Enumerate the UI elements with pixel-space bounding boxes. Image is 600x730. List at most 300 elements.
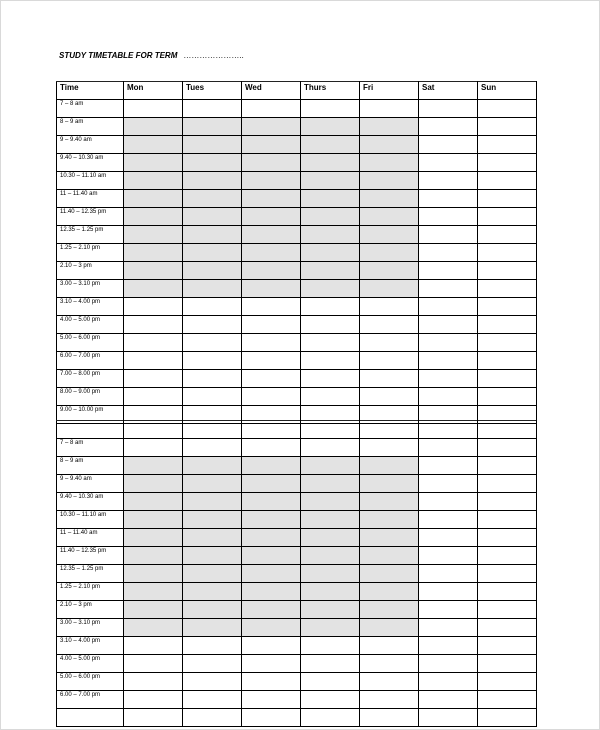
table-row bbox=[57, 172, 537, 190]
class-slot-cell[interactable] bbox=[360, 565, 419, 583]
time-slot-label: 9.40 – 10.30 am bbox=[57, 493, 124, 511]
class-slot-cell[interactable] bbox=[183, 547, 242, 565]
class-slot-cell[interactable] bbox=[360, 136, 419, 154]
study-slot-cell[interactable] bbox=[124, 691, 183, 709]
study-slot-cell[interactable] bbox=[183, 709, 242, 727]
class-slot-cell[interactable] bbox=[183, 262, 242, 280]
table-row bbox=[57, 709, 537, 727]
header-wed: Wed bbox=[242, 82, 301, 100]
table-row bbox=[57, 529, 537, 547]
table-row bbox=[57, 298, 537, 316]
study-slot-cell[interactable] bbox=[478, 439, 537, 457]
class-slot-cell[interactable] bbox=[360, 511, 419, 529]
study-slot-cell[interactable] bbox=[478, 136, 537, 154]
table-row bbox=[57, 154, 537, 172]
class-slot-cell[interactable] bbox=[360, 619, 419, 637]
study-slot-cell[interactable] bbox=[301, 370, 360, 388]
study-slot-cell[interactable] bbox=[183, 439, 242, 457]
table-row bbox=[57, 511, 537, 529]
class-slot-cell[interactable] bbox=[301, 172, 360, 190]
table-row bbox=[57, 118, 537, 136]
class-slot-cell[interactable] bbox=[301, 601, 360, 619]
class-slot-cell[interactable] bbox=[124, 190, 183, 208]
class-slot-cell[interactable] bbox=[301, 280, 360, 298]
class-slot-cell[interactable] bbox=[301, 244, 360, 262]
time-slot-label: 8 – 9 am bbox=[57, 118, 124, 136]
study-slot-cell[interactable] bbox=[301, 439, 360, 457]
study-slot-cell[interactable] bbox=[301, 709, 360, 727]
class-slot-cell[interactable] bbox=[183, 118, 242, 136]
study-slot-cell[interactable] bbox=[124, 421, 183, 439]
class-slot-cell[interactable] bbox=[124, 280, 183, 298]
class-slot-cell[interactable] bbox=[360, 154, 419, 172]
study-slot-cell[interactable] bbox=[419, 352, 478, 370]
study-slot-cell[interactable] bbox=[419, 493, 478, 511]
table-row bbox=[57, 457, 537, 475]
time-slot-label: 3.10 – 4.00 pm bbox=[57, 637, 124, 655]
class-slot-cell[interactable] bbox=[360, 547, 419, 565]
study-slot-cell[interactable] bbox=[301, 298, 360, 316]
class-slot-cell[interactable] bbox=[124, 262, 183, 280]
study-slot-cell[interactable] bbox=[301, 388, 360, 406]
time-slot-label: 9 – 9.40 am bbox=[57, 136, 124, 154]
class-slot-cell[interactable] bbox=[301, 457, 360, 475]
study-slot-cell[interactable] bbox=[478, 691, 537, 709]
class-slot-cell[interactable] bbox=[183, 280, 242, 298]
class-slot-cell[interactable] bbox=[301, 226, 360, 244]
study-slot-cell[interactable] bbox=[419, 619, 478, 637]
study-slot-cell[interactable] bbox=[419, 208, 478, 226]
study-slot-cell[interactable] bbox=[124, 298, 183, 316]
study-slot-cell[interactable] bbox=[478, 475, 537, 493]
study-slot-cell[interactable] bbox=[124, 709, 183, 727]
study-slot-cell[interactable] bbox=[419, 280, 478, 298]
study-slot-cell[interactable] bbox=[419, 298, 478, 316]
study-slot-cell[interactable] bbox=[478, 637, 537, 655]
time-slot-label: 5.00 – 6.00 pm bbox=[57, 673, 124, 691]
time-slot-label: 1.25 – 2.10 pm bbox=[57, 244, 124, 262]
class-slot-cell[interactable] bbox=[242, 118, 301, 136]
class-slot-cell[interactable] bbox=[242, 172, 301, 190]
study-slot-cell[interactable] bbox=[124, 100, 183, 118]
class-slot-cell[interactable] bbox=[242, 244, 301, 262]
study-slot-cell[interactable] bbox=[419, 529, 478, 547]
study-slot-cell[interactable] bbox=[360, 352, 419, 370]
class-slot-cell[interactable] bbox=[183, 154, 242, 172]
study-slot-cell[interactable] bbox=[183, 316, 242, 334]
class-slot-cell[interactable] bbox=[124, 565, 183, 583]
class-slot-cell[interactable] bbox=[242, 601, 301, 619]
time-slot-label: 12.35 – 1.25 pm bbox=[57, 226, 124, 244]
study-slot-cell[interactable] bbox=[242, 655, 301, 673]
time-slot-label: 3.00 – 3.10 pm bbox=[57, 280, 124, 298]
time-slot-label: 2.10 – 3 pm bbox=[57, 262, 124, 280]
class-slot-cell[interactable] bbox=[124, 457, 183, 475]
table-row bbox=[57, 655, 537, 673]
study-slot-cell[interactable] bbox=[183, 100, 242, 118]
study-slot-cell[interactable] bbox=[301, 673, 360, 691]
study-slot-cell[interactable] bbox=[183, 637, 242, 655]
study-slot-cell[interactable] bbox=[419, 262, 478, 280]
class-slot-cell[interactable] bbox=[301, 262, 360, 280]
study-slot-cell[interactable] bbox=[478, 457, 537, 475]
class-slot-cell[interactable] bbox=[124, 154, 183, 172]
study-slot-cell[interactable] bbox=[478, 118, 537, 136]
class-slot-cell[interactable] bbox=[183, 457, 242, 475]
time-slot-label: 11 – 11.40 am bbox=[57, 190, 124, 208]
class-slot-cell[interactable] bbox=[301, 154, 360, 172]
study-slot-cell[interactable] bbox=[478, 316, 537, 334]
study-slot-cell[interactable] bbox=[360, 655, 419, 673]
study-slot-cell[interactable] bbox=[419, 655, 478, 673]
class-slot-cell[interactable] bbox=[124, 118, 183, 136]
study-slot-cell[interactable] bbox=[419, 316, 478, 334]
study-slot-cell[interactable] bbox=[478, 100, 537, 118]
study-slot-cell[interactable] bbox=[478, 352, 537, 370]
class-slot-cell[interactable] bbox=[183, 208, 242, 226]
class-slot-cell[interactable] bbox=[242, 280, 301, 298]
study-slot-cell[interactable] bbox=[478, 709, 537, 727]
class-slot-cell[interactable] bbox=[242, 583, 301, 601]
class-slot-cell[interactable] bbox=[124, 226, 183, 244]
class-slot-cell[interactable] bbox=[242, 511, 301, 529]
study-slot-cell[interactable] bbox=[478, 421, 537, 439]
class-slot-cell[interactable] bbox=[301, 475, 360, 493]
study-slot-cell[interactable] bbox=[301, 421, 360, 439]
time-slot-label: 11.40 – 12.35 pm bbox=[57, 547, 124, 565]
class-slot-cell[interactable] bbox=[242, 457, 301, 475]
class-slot-cell[interactable] bbox=[242, 208, 301, 226]
study-slot-cell[interactable] bbox=[183, 388, 242, 406]
class-slot-cell[interactable] bbox=[360, 475, 419, 493]
study-slot-cell[interactable] bbox=[183, 334, 242, 352]
study-slot-cell[interactable] bbox=[419, 673, 478, 691]
study-slot-cell[interactable] bbox=[183, 352, 242, 370]
class-slot-cell[interactable] bbox=[301, 208, 360, 226]
class-slot-cell[interactable] bbox=[242, 226, 301, 244]
study-slot-cell[interactable] bbox=[419, 334, 478, 352]
study-slot-cell[interactable] bbox=[419, 226, 478, 244]
study-slot-cell[interactable] bbox=[478, 529, 537, 547]
study-slot-cell[interactable] bbox=[360, 673, 419, 691]
class-slot-cell[interactable] bbox=[242, 262, 301, 280]
study-slot-cell[interactable] bbox=[183, 691, 242, 709]
time-slot-label: 10.30 – 11.10 am bbox=[57, 511, 124, 529]
study-slot-cell[interactable] bbox=[124, 439, 183, 457]
class-slot-cell[interactable] bbox=[124, 601, 183, 619]
study-slot-cell[interactable] bbox=[419, 475, 478, 493]
time-slot-label: 10.30 – 11.10 am bbox=[57, 172, 124, 190]
time-slot-label: 7 – 8 am bbox=[57, 439, 124, 457]
table-row bbox=[57, 226, 537, 244]
header-tues: Tues bbox=[183, 82, 242, 100]
study-slot-cell[interactable] bbox=[124, 316, 183, 334]
class-slot-cell[interactable] bbox=[301, 529, 360, 547]
study-slot-cell[interactable] bbox=[419, 637, 478, 655]
table-row bbox=[57, 475, 537, 493]
study-slot-cell[interactable] bbox=[419, 154, 478, 172]
time-slot-label: 8 – 9 am bbox=[57, 457, 124, 475]
class-slot-cell[interactable] bbox=[183, 226, 242, 244]
class-slot-cell[interactable] bbox=[360, 172, 419, 190]
class-slot-cell[interactable] bbox=[124, 172, 183, 190]
class-slot-cell[interactable] bbox=[242, 190, 301, 208]
study-slot-cell[interactable] bbox=[124, 655, 183, 673]
table-row bbox=[57, 565, 537, 583]
study-slot-cell[interactable] bbox=[242, 388, 301, 406]
timetable-week-1 bbox=[56, 81, 537, 424]
study-slot-cell[interactable] bbox=[242, 352, 301, 370]
study-slot-cell[interactable] bbox=[419, 547, 478, 565]
study-slot-cell[interactable] bbox=[419, 601, 478, 619]
table-row bbox=[57, 637, 537, 655]
class-slot-cell[interactable] bbox=[301, 136, 360, 154]
time-slot-label: 8.00 – 9.00 pm bbox=[57, 388, 124, 406]
time-slot-label: 4.00 – 5.00 pm bbox=[57, 655, 124, 673]
class-slot-cell[interactable] bbox=[242, 136, 301, 154]
study-slot-cell[interactable] bbox=[478, 493, 537, 511]
time-slot-label: 6.00 – 7.00 pm bbox=[57, 691, 124, 709]
class-slot-cell[interactable] bbox=[301, 118, 360, 136]
study-slot-cell[interactable] bbox=[419, 100, 478, 118]
study-slot-cell[interactable] bbox=[478, 370, 537, 388]
class-slot-cell[interactable] bbox=[360, 244, 419, 262]
study-slot-cell[interactable] bbox=[242, 691, 301, 709]
study-slot-cell[interactable] bbox=[301, 691, 360, 709]
study-slot-cell[interactable] bbox=[360, 709, 419, 727]
class-slot-cell[interactable] bbox=[301, 565, 360, 583]
class-slot-cell[interactable] bbox=[360, 280, 419, 298]
study-slot-cell[interactable] bbox=[183, 421, 242, 439]
study-slot-cell[interactable] bbox=[360, 439, 419, 457]
header-sat: Sat bbox=[419, 82, 478, 100]
table-row bbox=[57, 280, 537, 298]
study-slot-cell[interactable] bbox=[242, 673, 301, 691]
class-slot-cell[interactable] bbox=[183, 493, 242, 511]
time-slot-label: 7 – 8 am bbox=[57, 100, 124, 118]
study-slot-cell[interactable] bbox=[478, 298, 537, 316]
study-slot-cell[interactable] bbox=[124, 352, 183, 370]
study-slot-cell[interactable] bbox=[478, 334, 537, 352]
class-slot-cell[interactable] bbox=[301, 511, 360, 529]
study-slot-cell[interactable] bbox=[419, 421, 478, 439]
table-row bbox=[57, 691, 537, 709]
study-slot-cell[interactable] bbox=[301, 316, 360, 334]
class-slot-cell[interactable] bbox=[360, 493, 419, 511]
study-slot-cell[interactable] bbox=[360, 100, 419, 118]
table-row bbox=[57, 244, 537, 262]
study-slot-cell[interactable] bbox=[360, 370, 419, 388]
table-row bbox=[57, 334, 537, 352]
page-title bbox=[59, 51, 244, 60]
study-slot-cell[interactable] bbox=[242, 370, 301, 388]
time-slot-label: 11 – 11.40 am bbox=[57, 529, 124, 547]
class-slot-cell[interactable] bbox=[124, 547, 183, 565]
class-slot-cell[interactable] bbox=[360, 262, 419, 280]
table-row bbox=[57, 421, 537, 439]
class-slot-cell[interactable] bbox=[124, 208, 183, 226]
class-slot-cell[interactable] bbox=[183, 583, 242, 601]
study-slot-cell[interactable] bbox=[242, 709, 301, 727]
class-slot-cell[interactable] bbox=[360, 529, 419, 547]
study-slot-cell[interactable] bbox=[360, 298, 419, 316]
class-slot-cell[interactable] bbox=[124, 583, 183, 601]
study-slot-cell[interactable] bbox=[478, 154, 537, 172]
study-slot-cell[interactable] bbox=[419, 511, 478, 529]
study-slot-cell[interactable] bbox=[478, 547, 537, 565]
study-slot-cell[interactable] bbox=[242, 316, 301, 334]
study-slot-cell[interactable] bbox=[419, 118, 478, 136]
study-slot-cell[interactable] bbox=[478, 619, 537, 637]
class-slot-cell[interactable] bbox=[360, 208, 419, 226]
class-slot-cell[interactable] bbox=[360, 190, 419, 208]
class-slot-cell[interactable] bbox=[360, 583, 419, 601]
class-slot-cell[interactable] bbox=[242, 565, 301, 583]
study-slot-cell[interactable] bbox=[478, 208, 537, 226]
study-slot-cell[interactable] bbox=[360, 388, 419, 406]
study-slot-cell[interactable] bbox=[360, 691, 419, 709]
study-slot-cell[interactable] bbox=[124, 334, 183, 352]
study-slot-cell[interactable] bbox=[478, 244, 537, 262]
study-slot-cell[interactable] bbox=[478, 583, 537, 601]
time-slot-label: 12.35 – 1.25 pm bbox=[57, 565, 124, 583]
study-slot-cell[interactable] bbox=[419, 370, 478, 388]
class-slot-cell[interactable] bbox=[124, 244, 183, 262]
table-row bbox=[57, 136, 537, 154]
study-slot-cell[interactable] bbox=[242, 439, 301, 457]
class-slot-cell[interactable] bbox=[183, 136, 242, 154]
header-mon: Mon bbox=[124, 82, 183, 100]
time-slot-label: 9.00 – 10.00 pm bbox=[57, 406, 124, 424]
study-slot-cell[interactable] bbox=[478, 655, 537, 673]
class-slot-cell[interactable] bbox=[124, 529, 183, 547]
class-slot-cell[interactable] bbox=[183, 511, 242, 529]
class-slot-cell[interactable] bbox=[183, 565, 242, 583]
study-slot-cell[interactable] bbox=[478, 388, 537, 406]
study-slot-cell[interactable] bbox=[301, 637, 360, 655]
header-fri: Fri bbox=[360, 82, 419, 100]
study-slot-cell[interactable] bbox=[242, 298, 301, 316]
study-slot-cell[interactable] bbox=[478, 190, 537, 208]
study-slot-cell[interactable] bbox=[478, 280, 537, 298]
time-slot-label: 11.40 – 12.35 pm bbox=[57, 208, 124, 226]
table-row bbox=[57, 493, 537, 511]
study-slot-cell[interactable] bbox=[301, 352, 360, 370]
header-time: Time bbox=[57, 82, 124, 100]
study-slot-cell[interactable] bbox=[183, 370, 242, 388]
class-slot-cell[interactable] bbox=[301, 190, 360, 208]
study-slot-cell[interactable] bbox=[124, 370, 183, 388]
study-slot-cell[interactable] bbox=[183, 673, 242, 691]
study-slot-cell[interactable] bbox=[478, 601, 537, 619]
study-slot-cell[interactable] bbox=[242, 421, 301, 439]
study-slot-cell[interactable] bbox=[360, 334, 419, 352]
time-slot-label bbox=[57, 421, 124, 439]
class-slot-cell[interactable] bbox=[124, 475, 183, 493]
class-slot-cell[interactable] bbox=[183, 529, 242, 547]
study-slot-cell[interactable] bbox=[419, 244, 478, 262]
study-slot-cell[interactable] bbox=[478, 673, 537, 691]
table-row bbox=[57, 673, 537, 691]
class-slot-cell[interactable] bbox=[183, 475, 242, 493]
title-text: STUDY TIMETABLE FOR TERM bbox=[59, 51, 178, 60]
study-slot-cell[interactable] bbox=[183, 655, 242, 673]
study-slot-cell[interactable] bbox=[419, 583, 478, 601]
class-slot-cell[interactable] bbox=[360, 601, 419, 619]
class-slot-cell[interactable] bbox=[183, 244, 242, 262]
study-slot-cell[interactable] bbox=[478, 262, 537, 280]
study-slot-cell[interactable] bbox=[419, 709, 478, 727]
table-row bbox=[57, 619, 537, 637]
study-slot-cell[interactable] bbox=[419, 439, 478, 457]
study-slot-cell[interactable] bbox=[301, 655, 360, 673]
study-slot-cell[interactable] bbox=[419, 136, 478, 154]
timetable-week-2 bbox=[56, 420, 537, 727]
class-slot-cell[interactable] bbox=[124, 619, 183, 637]
study-slot-cell[interactable] bbox=[360, 637, 419, 655]
study-slot-cell[interactable] bbox=[478, 226, 537, 244]
table-row bbox=[57, 316, 537, 334]
class-slot-cell[interactable] bbox=[124, 511, 183, 529]
study-slot-cell[interactable] bbox=[419, 457, 478, 475]
time-slot-label: 4.00 – 5.00 pm bbox=[57, 316, 124, 334]
study-slot-cell[interactable] bbox=[360, 421, 419, 439]
study-slot-cell[interactable] bbox=[124, 388, 183, 406]
class-slot-cell[interactable] bbox=[242, 529, 301, 547]
time-slot-label: 3.00 – 3.10 pm bbox=[57, 619, 124, 637]
class-slot-cell[interactable] bbox=[124, 493, 183, 511]
study-slot-cell[interactable] bbox=[242, 100, 301, 118]
class-slot-cell[interactable] bbox=[124, 136, 183, 154]
study-slot-cell[interactable] bbox=[419, 190, 478, 208]
study-slot-cell[interactable] bbox=[478, 565, 537, 583]
class-slot-cell[interactable] bbox=[183, 619, 242, 637]
class-slot-cell[interactable] bbox=[242, 547, 301, 565]
study-slot-cell[interactable] bbox=[478, 172, 537, 190]
table-row bbox=[57, 100, 537, 118]
class-slot-cell[interactable] bbox=[183, 172, 242, 190]
time-slot-label bbox=[57, 709, 124, 727]
study-slot-cell[interactable] bbox=[419, 565, 478, 583]
study-slot-cell[interactable] bbox=[419, 388, 478, 406]
study-slot-cell[interactable] bbox=[242, 637, 301, 655]
study-slot-cell[interactable] bbox=[183, 298, 242, 316]
study-slot-cell[interactable] bbox=[124, 673, 183, 691]
class-slot-cell[interactable] bbox=[242, 619, 301, 637]
study-slot-cell[interactable] bbox=[124, 637, 183, 655]
class-slot-cell[interactable] bbox=[242, 493, 301, 511]
class-slot-cell[interactable] bbox=[183, 190, 242, 208]
header-thurs: Thurs bbox=[301, 82, 360, 100]
class-slot-cell[interactable] bbox=[360, 118, 419, 136]
class-slot-cell[interactable] bbox=[360, 226, 419, 244]
study-slot-cell[interactable] bbox=[419, 172, 478, 190]
study-slot-cell[interactable] bbox=[301, 100, 360, 118]
class-slot-cell[interactable] bbox=[301, 493, 360, 511]
class-slot-cell[interactable] bbox=[183, 601, 242, 619]
study-slot-cell[interactable] bbox=[242, 334, 301, 352]
study-slot-cell[interactable] bbox=[360, 316, 419, 334]
study-slot-cell[interactable] bbox=[478, 511, 537, 529]
study-slot-cell[interactable] bbox=[419, 691, 478, 709]
class-slot-cell[interactable] bbox=[301, 583, 360, 601]
class-slot-cell[interactable] bbox=[242, 475, 301, 493]
study-slot-cell[interactable] bbox=[301, 334, 360, 352]
class-slot-cell[interactable] bbox=[301, 619, 360, 637]
class-slot-cell[interactable] bbox=[301, 547, 360, 565]
class-slot-cell[interactable] bbox=[242, 154, 301, 172]
class-slot-cell[interactable] bbox=[360, 457, 419, 475]
